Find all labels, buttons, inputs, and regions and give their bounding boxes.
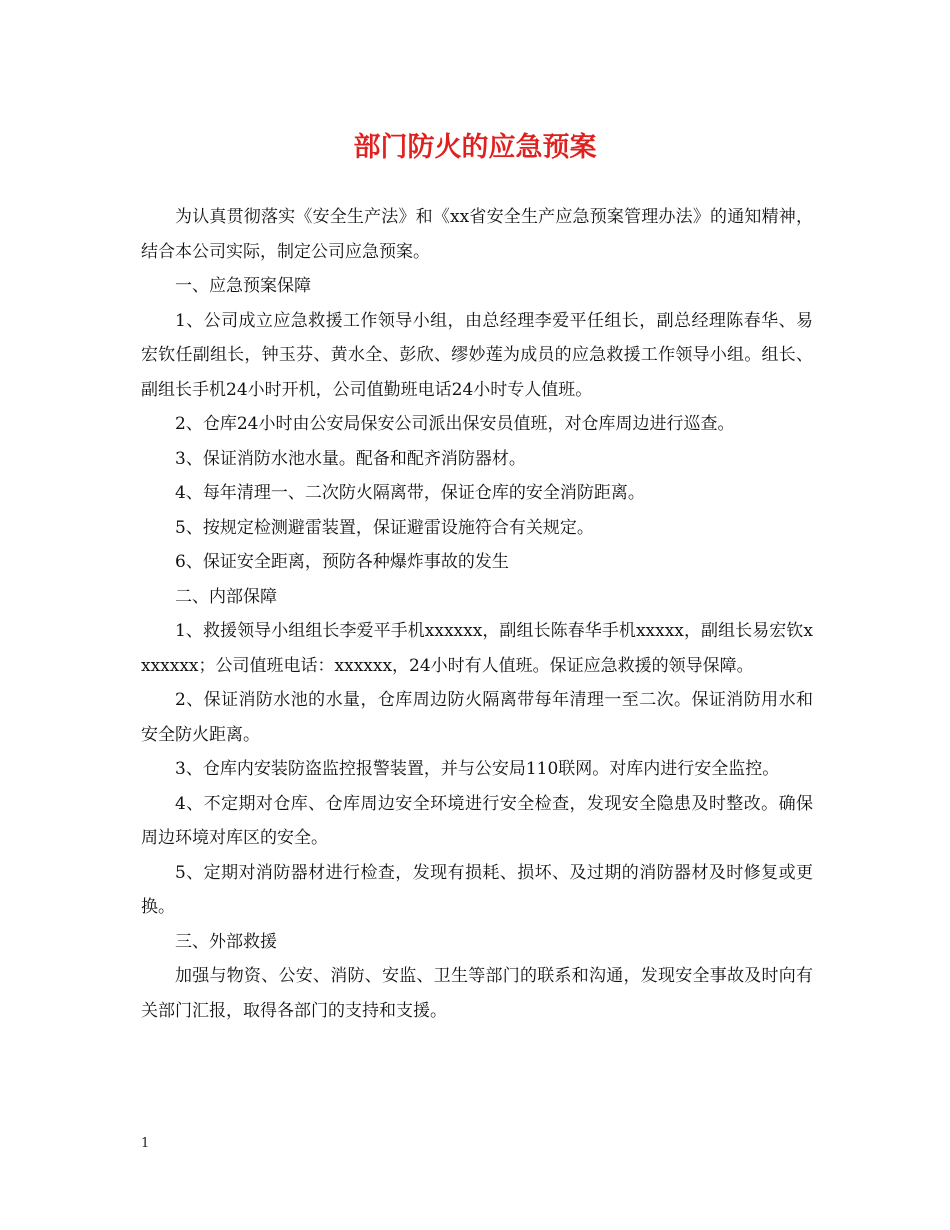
section-2-item-2: 2、保证消防水池的水量，仓库周边防火隔离带每年清理一至二次。保证消防用水和安全防火距离。 (141, 690, 813, 745)
intro-paragraph: 为认真贯彻落实《安全生产法》和《xx省安全生产应急预案管理办法》的通知精神，结合本公司实际，制定公司应急预案。 (141, 207, 813, 262)
section-1-item-1: 1、公司成立应急救援工作领导小组，由总经理李爱平任组长，副总经理陈春华、易宏钦任副组长，钟玉芬、黄水全、彭欣、缪妙莲为成员的应急救援工作领导小组。组长、副组长手机24小时开机，公司值勤班电话24小时专人值班。 (141, 310, 813, 400)
section-3-paragraph: 加强与物资、公安、消防、安监、卫生等部门的联系和沟通，发现安全事故及时向有关部门汇报，取得各部门的支持和支援。 (141, 966, 813, 1021)
section-heading-1: 一、应急预案保障 (175, 276, 311, 296)
document-body (141, 200, 813, 1028)
section-1-item-6: 6、保证安全距离，预防各种爆炸事故的发生 (175, 552, 509, 572)
section-2-item-3: 3、仓库内安装防盗监控报警装置，并与公安局110联网。对库内进行安全监控。 (175, 759, 780, 779)
section-1-item-4: 4、每年清理一、二次防火隔离带，保证仓库的安全消防距离。 (175, 483, 645, 503)
section-1-item-5: 5、按规定检测避雷装置，保证避雷设施符合有关规定。 (175, 517, 594, 538)
page-number: 1 (141, 1136, 150, 1151)
section-2-item-5: 5、定期对消防器材进行检查，发现有损耗、损坏、及过期的消防器材及时修复或更换。 (141, 862, 813, 917)
section-1-item-2: 2、仓库24小时由公安局保安公司派出保安员值班，对仓库周边进行巡查。 (175, 414, 735, 434)
section-1-item-3: 3、保证消防水池水量。配备和配齐消防器材。 (175, 448, 526, 469)
section-2-item-4: 4、不定期对仓库、仓库周边安全环境进行安全检查，发现安全隐患及时整改。确保周边环境对库区的安全。 (141, 793, 813, 848)
section-2-item-1: 1、救援领导小组组长李爱平手机xxxxxx，副组长陈春华手机xxxxx，副组长易宏钦xxxxxxx；公司值班电话：xxxxxx，24小时有人值班。保证应急救援的领导保障。 (141, 621, 813, 676)
section-heading-3: 三、外部救援 (175, 931, 277, 952)
document-title: 部门防火的应急预案 (353, 132, 597, 163)
section-heading-2: 二、内部保障 (175, 586, 277, 607)
